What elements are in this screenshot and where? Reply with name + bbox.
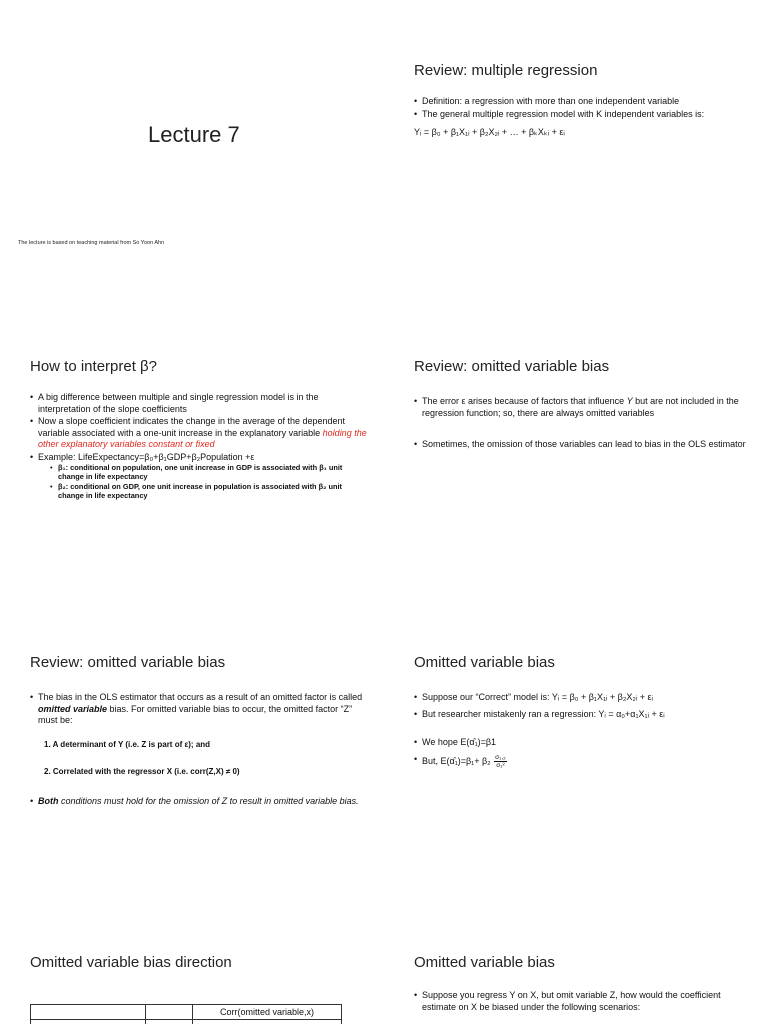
bullet-text: But, E(α̂₁)=β₁+ β₂ bbox=[422, 755, 491, 766]
bullet-list bbox=[414, 692, 752, 770]
bullet-regress-scenario: • Suppose you regress Y on X, but omit variable Z, how would the coefficient estimate on X be biased under the following scenarios: bbox=[414, 990, 752, 1013]
slide-bias-direction bbox=[0, 888, 384, 1024]
bullet-list bbox=[414, 990, 752, 1014]
example-text: Example: LifeExpectancy=β₀+β₁GDP+β₂Population +ε bbox=[38, 451, 255, 462]
condition-1: 1. A determinant of Y (i.e. Z is part of ε); and bbox=[44, 740, 211, 749]
sub-bullet-list bbox=[50, 463, 368, 500]
slide-title: Review: omitted variable bias bbox=[30, 654, 226, 671]
slide-title: Omitted variable bias bbox=[414, 954, 555, 971]
slide-title: Omitted variable bias direction bbox=[30, 954, 232, 971]
bullet-sometimes: • Sometimes, the omission of those variables can lead to bias in the OLS estimator bbox=[414, 439, 752, 451]
bullet-text: bias. For omitted variable bias to occur, the omitted factor “Z” must be: bbox=[38, 703, 353, 725]
credit-note: The lecture is based on teaching material from So Yoon Ahn bbox=[18, 240, 165, 246]
bullet-text: but are not included in the regression function; so, there are always omitted variables bbox=[422, 396, 739, 418]
fraction-numerator: σ₁,₂ bbox=[495, 753, 506, 761]
bullet-text: The error ε arises because of factors that influence bbox=[422, 396, 627, 406]
bullet-but bbox=[414, 754, 752, 769]
bullet-list bbox=[414, 96, 752, 121]
slide-omitted-variable-bias bbox=[384, 592, 768, 888]
table-row bbox=[31, 1005, 342, 1020]
table-row bbox=[31, 1020, 342, 1024]
slide-title: Review: omitted variable bias bbox=[414, 358, 610, 375]
bullet-both-conditions bbox=[30, 796, 368, 808]
slide-title: How to interpret β? bbox=[30, 358, 158, 375]
table-cell bbox=[193, 1020, 342, 1024]
table-cell bbox=[146, 1020, 193, 1024]
slide-omitted-variable-conditions bbox=[0, 592, 384, 888]
bullet-slope-meaning bbox=[30, 416, 368, 451]
bullet-text: conditions must hold for the omission of Z to result in omitted variable bias. bbox=[58, 796, 359, 806]
bullet-difference: • A big difference between multiple and single regression model is in the interpretation of the slope coefficients bbox=[30, 392, 368, 415]
variable-y: Y bbox=[626, 396, 633, 406]
slide-omitted-variable-scenarios bbox=[384, 888, 768, 1024]
bullet-error-term bbox=[414, 396, 752, 419]
sub-bullet-beta2: • β₂: conditional on GDP, one unit increase in population is associated with β₂ unit change in life expectancy bbox=[50, 482, 368, 500]
slide-omitted-variable-review bbox=[384, 296, 768, 592]
bullet-list bbox=[30, 392, 368, 501]
sub-bullet-beta1: • β₁: conditional on population, one unit increase in GDP is associated with β₁ unit change in life expectancy bbox=[50, 463, 368, 481]
bullet-list-2 bbox=[30, 796, 368, 809]
lecture-title: Lecture 7 bbox=[148, 122, 240, 147]
bias-fraction bbox=[494, 754, 507, 769]
regression-equation: Yᵢ = β₀ + β₁X₁ᵢ + β₂X₂ᵢ + … + βₖXₖᵢ + εᵢ bbox=[414, 127, 565, 137]
bullet-list bbox=[414, 396, 752, 452]
bullet-bias-definition bbox=[30, 692, 368, 727]
slide-title: Review: multiple regression bbox=[414, 62, 598, 79]
table-cell bbox=[146, 1005, 193, 1020]
bullet-example bbox=[30, 452, 368, 501]
bullet-hope: • We hope E(α̂₁)=β1 bbox=[414, 737, 752, 749]
bullet-text: The bias in the OLS estimator that occurs as a result of an omitted factor is called bbox=[38, 692, 363, 702]
bias-direction-table bbox=[30, 1004, 342, 1024]
fraction-denominator: σ₁² bbox=[496, 761, 505, 769]
table-cell bbox=[31, 1020, 146, 1024]
slide-lecture-title bbox=[0, 0, 384, 296]
slide-multiple-regression bbox=[384, 0, 768, 296]
bullet-definition: • Definition: a regression with more than one independent variable bbox=[414, 96, 752, 108]
bullet-mistaken-model: • But researcher mistakenly ran a regression: Yᵢ = α₀+α₁X₁ᵢ + εᵢ bbox=[414, 709, 752, 721]
table-header-corr: Corr(omitted variable,x) bbox=[193, 1005, 342, 1020]
highlight-text: holding the other explanatory variables constant or fixed bbox=[38, 427, 367, 449]
bullet-list bbox=[30, 692, 368, 728]
table-cell bbox=[31, 1005, 146, 1020]
emphasis-text: omitted variable bbox=[38, 703, 108, 714]
condition-2: 2. Correlated with the regressor X (i.e. corr(Z,X) ≠ 0) bbox=[44, 767, 240, 776]
bullet-general-model: • The general multiple regression model with K independent variables is: bbox=[414, 109, 752, 121]
slide-interpret-beta bbox=[0, 296, 384, 592]
emphasis-text: Both bbox=[38, 796, 59, 806]
bullet-correct-model: • Suppose our “Correct” model is: Yᵢ = β₀ + β₁X₁ᵢ + β₂X₂ᵢ + εᵢ bbox=[414, 692, 752, 704]
slide-title: Omitted variable bias bbox=[414, 654, 555, 671]
bullet-text: Now a slope coefficient indicates the change in the average of the dependent variable associated with a one-unit increase in the explanatory variable bbox=[38, 416, 346, 438]
